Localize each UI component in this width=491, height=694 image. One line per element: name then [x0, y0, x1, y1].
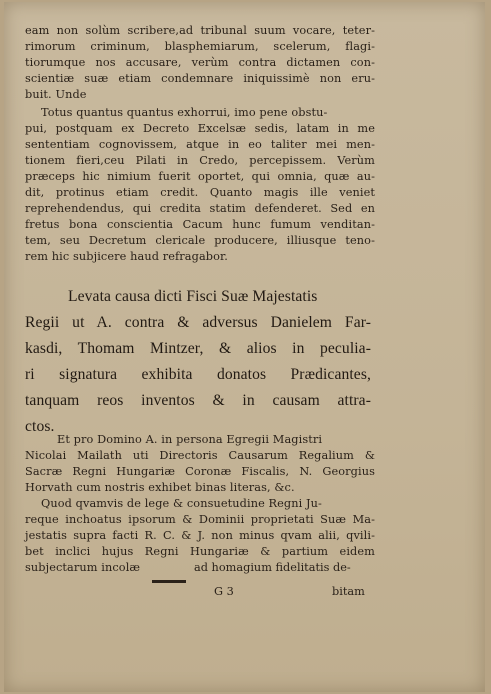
- text-line: jestatis supra facti R. C. & J. non minus qvam alii, qvili-: [25, 529, 375, 542]
- text-line: eam non solùm scribere,ad tribunal suum vocare, teter-: [25, 24, 375, 37]
- text-line: tem, seu Decretum clericale producere, illiusque teno-: [25, 234, 375, 247]
- book-page: [4, 2, 485, 692]
- text-line: rimorum criminum, blasphemiarum, scelerum, flagi-: [25, 40, 375, 53]
- signature-mark: G 3: [214, 585, 234, 598]
- text-line: Regii ut A. contra & adversus Danielem Far-: [25, 314, 371, 331]
- text-line: Sacræ Regni Hungariæ Coronæ Fiscalis, N. Georgius: [25, 465, 375, 478]
- text-line: rem hic subjicere haud refragabor.: [25, 250, 228, 263]
- text-line: Totus quantus quantus exhorrui, imo pene obstu-: [41, 106, 328, 119]
- rule-dash: [152, 580, 186, 583]
- text-line: subjectarum incolæ: [25, 561, 141, 574]
- text-line: ri signatura exhibita donatos Prædicantes,: [25, 366, 371, 383]
- catchword: bitam: [332, 585, 365, 598]
- text-line: tanquam reos inventos & in causam attra-: [25, 392, 371, 409]
- text-line: Nicolai Mailath uti Directoris Causarum Regalium &: [25, 449, 375, 462]
- text-line: reprehendendus, qui credita statim defenderet. Sed en: [25, 202, 375, 215]
- text-line: sententiam cognovissem, atque in eo taliter mei men-: [25, 138, 375, 151]
- text-line: kasdi, Thomam Mintzer, & alios in peculia-: [25, 340, 371, 357]
- text-line: ctos.: [25, 418, 55, 435]
- line-continuation: ad homagium fidelitatis de-: [194, 561, 351, 574]
- text-line: tionem fieri,ceu Pilati in Credo, percepissem. Verùm: [25, 154, 375, 167]
- text-line: fretus bona conscientia Cacum hunc fumum venditan-: [25, 218, 375, 231]
- text-line: Levata causa dicti Fisci Suæ Majestatis: [68, 288, 318, 305]
- text-line: Et pro Domino A. in persona Egregii Magistri: [57, 433, 323, 446]
- text-line: reque inchoatus ipsorum & Dominii proprietati Suæ Ma-: [25, 513, 375, 526]
- text-line: buit. Unde: [25, 88, 87, 101]
- text-line: scientiæ suæ etiam condemnare iniquissimè non eru-: [25, 72, 375, 85]
- text-line: Quod qvamvis de lege & consuetudine Regni Ju-: [41, 497, 322, 510]
- text-line: dit, protinus etiam credit. Quanto magis ille veniet: [25, 186, 375, 199]
- text-line: pui, postquam ex Decreto Excelsæ sedis, latam in me: [25, 122, 375, 135]
- text-line: præceps hic nimium fuerit oportet, qui omnia, quæ au-: [25, 170, 375, 183]
- text-line: bet inclici hujus Regni Hungariæ & partium eidem: [25, 545, 375, 558]
- text-line: Horvath cum nostris exhibet binas literas, &c.: [25, 481, 295, 494]
- text-line: tiorumque nos accusare, verùm contra dictamen con-: [25, 56, 375, 69]
